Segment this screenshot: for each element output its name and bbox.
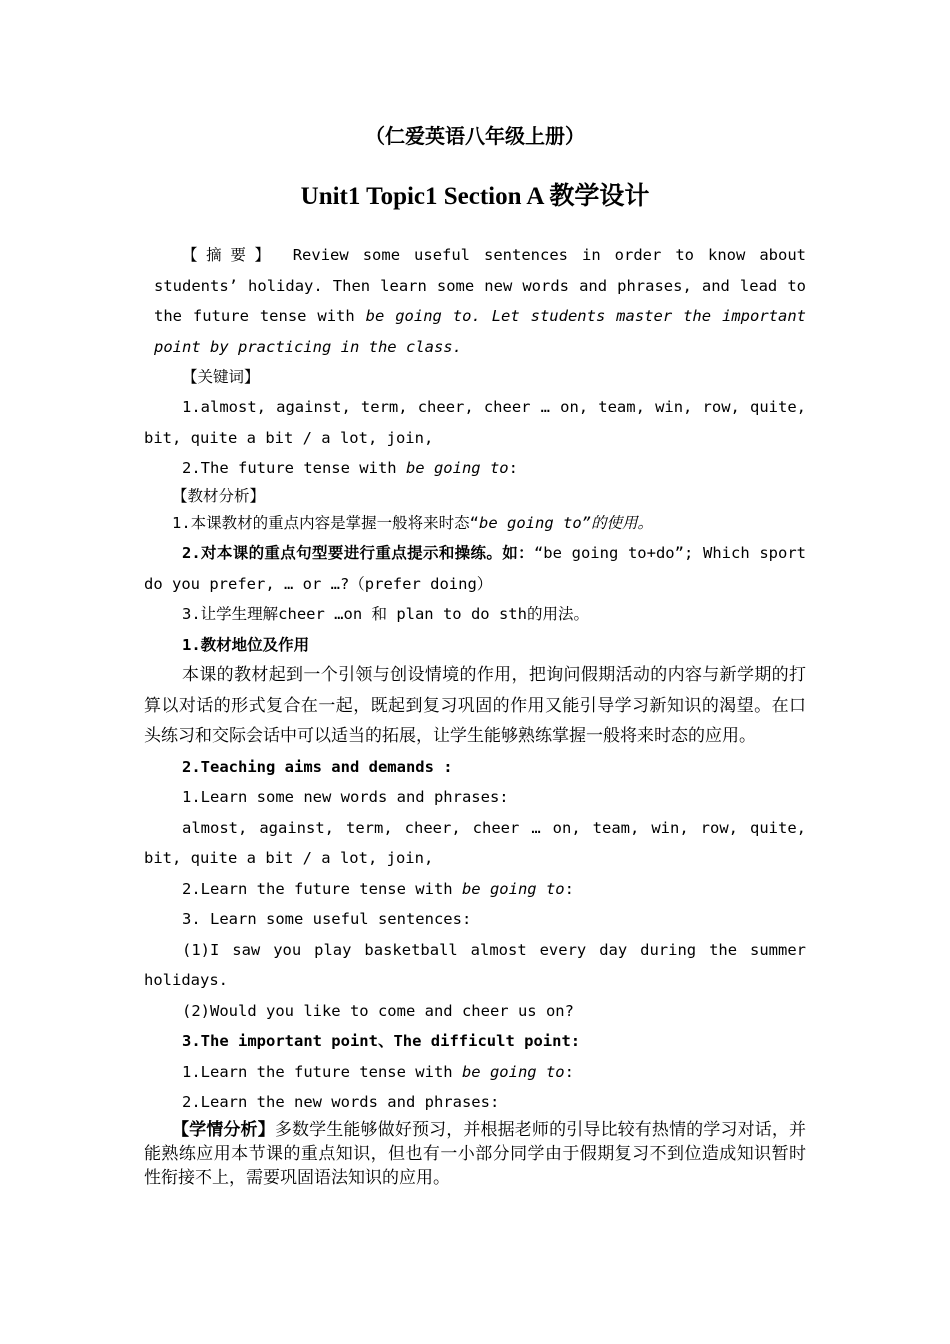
aims-item-2 (144, 874, 806, 905)
students-label: 【学情分析】 (172, 1119, 275, 1140)
aims-words: almost, against, term, cheer, cheer … on, team, win, row, quite, bit, quite a bit / a lot, join, (144, 818, 806, 867)
abstract-label: 【摘要】 (182, 246, 279, 264)
aims-item-3: 3. Learn some useful sentences: (182, 910, 472, 928)
aims-heading: 2.Teaching aims and demands : (182, 757, 453, 776)
keywords-label: 【关键词】 (182, 368, 260, 386)
aims-item-1: 1.Learn some new words and phrases: (182, 788, 509, 806)
analysis-item-3: 3.让学生理解cheer …on 和 plan to do sth的用法。 (182, 605, 589, 623)
important-item-1-end: : (564, 1062, 574, 1081)
important-item-1-text: 1.Learn the future tense with (182, 1062, 462, 1081)
abstract-italic-text: be going to. Let students master the important point by practicing in the class. (154, 307, 806, 356)
analysis-label: 【教材分析】 (172, 486, 266, 505)
keywords-item-1: 1.almost, against, term, cheer, cheer … on, team, win, row, quite, bit, quite a bit / a lot, join, (144, 398, 806, 447)
important-heading: 3.The important point、The difficult point: (182, 1032, 581, 1050)
document-title: Unit1 Topic1 Section A 教学设计 (300, 183, 650, 210)
keywords-item-2-italic: be going to (405, 459, 509, 477)
abstract-paragraph (144, 240, 806, 362)
aims-item-2-italic: be going to (461, 879, 565, 898)
keywords-item-2-text: 2.The future tense with (182, 459, 406, 477)
important-item-1 (144, 1057, 806, 1088)
aims-sentence-1: (1)I saw you play basketball almost every day during the summer holidays. (144, 940, 806, 989)
important-item-1-italic: be going to (461, 1062, 565, 1081)
students-paragraph (144, 1118, 806, 1190)
document-body (144, 240, 806, 1190)
keywords-item-2 (144, 453, 806, 484)
position-text: 本课的教材起到一个引领与创设情境的作用，把询问假期活动的内容与新学期的打算以对话的形式复合在一起，既起到复习巩固的作用又能引导学习新知识的渴望。在口头练习和交际会话中可以适当的拓展，让学生能够熟练掌握一般将来时态的应用。 (144, 665, 806, 746)
document-series-title: （仁爱英语八年级上册） (365, 124, 585, 148)
analysis-item-2 (144, 538, 806, 599)
analysis-item-1-italic: be going to”的使用。 (479, 513, 653, 532)
aims-item-2-end: : (564, 879, 574, 898)
keywords-item-2-end: : (508, 459, 518, 477)
abstract-text: Review some useful sentences in order to know about students’ holiday. Then learn some new words and phrases, and lead to the future tense with (154, 246, 806, 325)
analysis-item-2-bold: 2.对本课的重点句型要进行重点提示和操练。如： (182, 544, 534, 562)
position-heading: 1.教材地位及作用 (182, 635, 310, 654)
students-text: 多数学生能够做好预习，并根据老师的引导比较有热情的学习对话，并能熟练应用本节课的重点知识，但也有一小部分同学由于假期复习不到位造成知识暂时性衔接不上，需要巩固语法知识的应用。 (144, 1119, 807, 1188)
important-item-2: 2.Learn the new words and phrases: (182, 1093, 500, 1111)
aims-sentence-2: (2)Would you like to come and cheer us on? (182, 1001, 574, 1020)
analysis-item-1-text: 1.本课教材的重点内容是掌握一般将来时态“ (172, 513, 479, 532)
aims-item-2-text: 2.Learn the future tense with (182, 879, 462, 898)
analysis-item-1 (144, 508, 806, 539)
analysis-item-2-text: “be going to+do”; Which sport do you prefer, … or …?（prefer doing） (144, 544, 806, 593)
